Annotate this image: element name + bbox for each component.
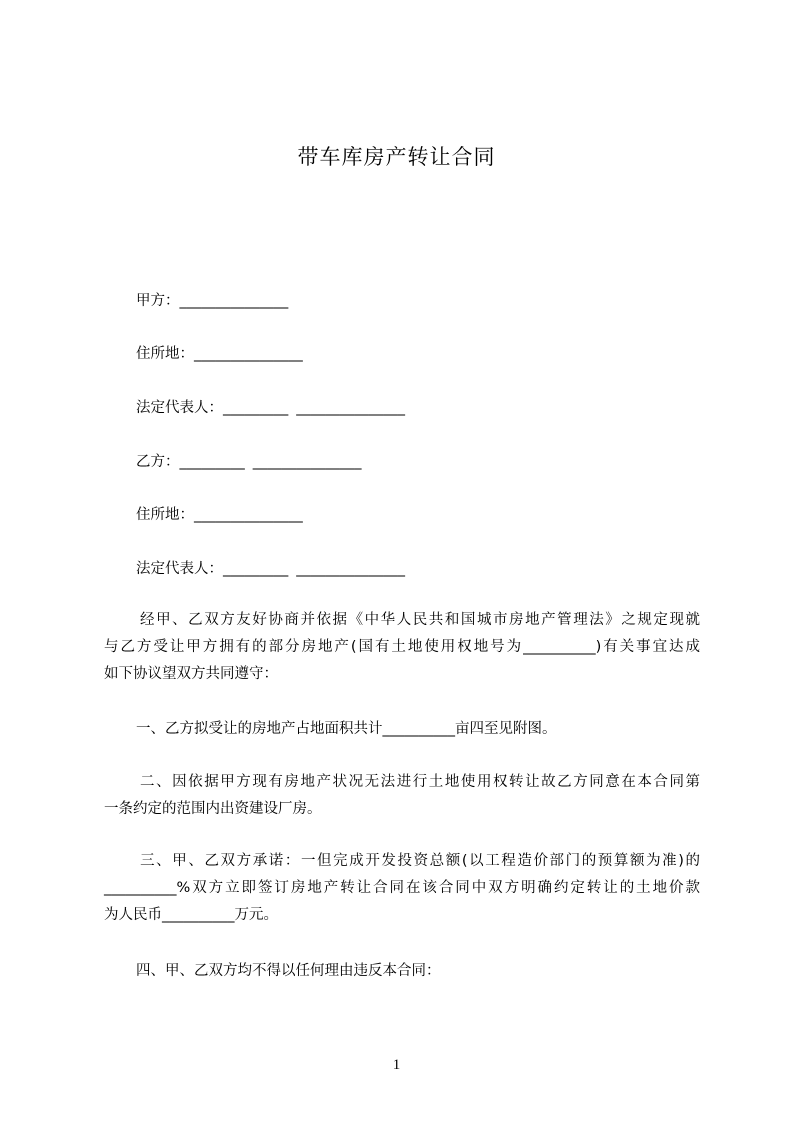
party-a-representative-line [136,398,405,418]
party-a-representative-label: 法定代表人：_________ [136,400,289,416]
clause-2-line-1: 二、因依据甲方现有房地产状况无法进行土地使用权转让故乙方同意在本合同第 [124,774,700,790]
clause-3-paragraph [104,848,700,929]
party-b-representative-label: 法定代表人：_________ [136,561,289,577]
clause-1: 一、乙方拟受让的房地产占地面积共计__________亩四至见附图。 [136,721,557,737]
clause-3-line-2: __________%双方立即签订房地产转让合同在该合同中双方明确约定转让的土地价款 [104,880,700,896]
party-b-line [136,452,362,472]
party-b-representative-blank: _______________ [296,561,405,577]
party-b-address-line: 住所地：_______________ [136,507,303,523]
party-a-line: 甲方：_______________ [136,293,289,309]
page-number: 1 [392,1057,401,1073]
preamble-line-3: 如下协议望双方共同遵守： [104,666,278,682]
party-b-blank: _______________ [252,454,362,470]
clause-4: 四、甲、乙双方均不得以任何理由违反本合同： [136,963,441,979]
clause-3-line-3: 为人民币__________万元。 [104,907,278,923]
party-b-label: 乙方：_________ [136,454,245,470]
preamble-paragraph [104,607,700,688]
document-title: 带车库房产转让合同 [297,145,496,169]
clause-2-line-2: 一条约定的范围内出资建设厂房。 [104,801,322,817]
preamble-line-2: 与乙方受让甲方拥有的部分房地产(国有土地使用权地号为__________)有关事宜达成 [104,639,700,655]
clause-2-paragraph [104,769,700,823]
clause-3-line-1: 三、甲、乙双方承诺：一但完成开发投资总额(以工程造价部门的预算额为准)的 [124,853,700,869]
party-b-representative-line [136,559,405,579]
preamble-line-1: 经甲、乙双方友好协商并依据《中华人民共和国城市房地产管理法》之规定现就 [124,612,700,628]
party-a-address-line: 住所地：_______________ [136,346,303,362]
party-a-representative-blank: _______________ [296,400,405,416]
